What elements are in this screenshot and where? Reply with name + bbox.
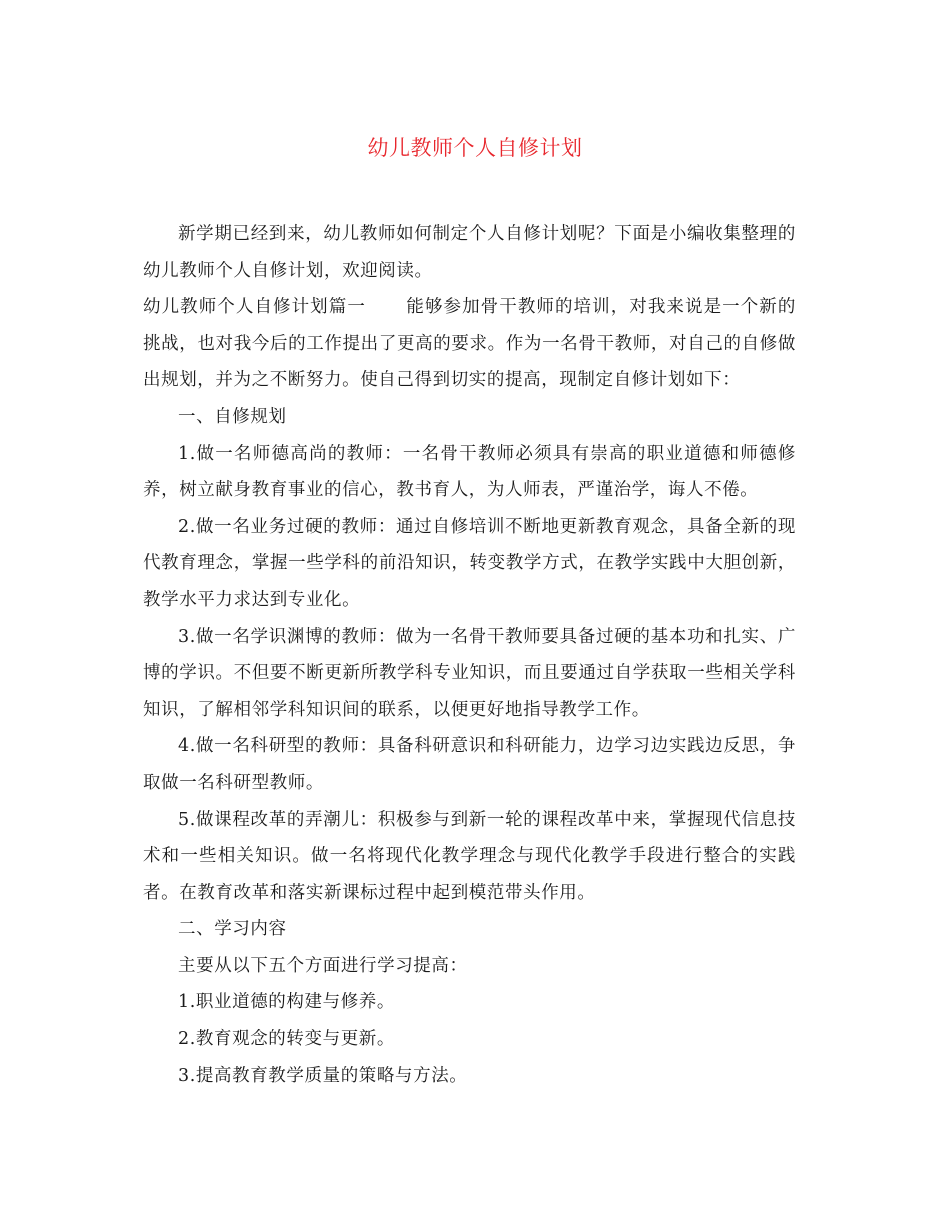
part1-title: 一、自修规划 [178, 406, 287, 427]
learning-item-2: 2.教育观念的转变与更新。 [178, 1029, 395, 1050]
part2-title: 二、学习内容 [178, 919, 287, 940]
plan-item-1: 1.做一名师德高尚的教师：一名骨干教师必须具有崇高的职业道德和师德修养，树立献身教育事业的信心，教书育人，为人师表，严谨治学，诲人不倦。 [143, 443, 796, 501]
section-paragraph [143, 289, 796, 399]
section-lead: 能够参加骨干教师的培训，对我来说是一个新的挑战，也对我今后的工作提出了更高的要求。作为一名骨干教师，对自己的自修做出规划，并为之不断努力。使自己得到切实的提高，现制定自修计划如下： [143, 297, 796, 391]
learning-item-3: 3.提高教育教学质量的策略与方法。 [178, 1065, 468, 1086]
learning-item-1: 1.职业道德的构建与修养。 [178, 992, 395, 1013]
section-heading: 幼儿教师个人自修计划篇一 [143, 297, 366, 318]
document-title: 幼儿教师个人自修计划 [367, 136, 583, 160]
document-body [143, 216, 796, 1094]
plan-item-2: 2.做一名业务过硬的教师：通过自修培训不断地更新教育观念，具备全新的现代教育理念，掌握一些学科的前沿知识，转变教学方式，在教学实践中大胆创新，教学水平力求达到专业化。 [143, 516, 796, 610]
plan-item-4: 4.做一名科研型的教师：具备科研意识和科研能力，边学习边实践边反思，争取做一名科研型教师。 [143, 736, 796, 793]
plan-item-5: 5.做课程改革的弄潮儿：积极参与到新一轮的课程改革中来，掌握现代信息技术和一些相关知识。做一名将现代化教学理念与现代化教学手段进行整合的实践者。在教育改革和落实新课标过程中起到模范带头作用。 [143, 809, 796, 903]
plan-item-3: 3.做一名学识渊博的教师：做为一名骨干教师要具备过硬的基本功和扎实、广博的学识。不但要不断更新所教学科专业知识，而且要通过自学获取一些相关学科知识，了解相邻学科知识间的联系，以便更好地指导教学工作。 [143, 626, 796, 720]
part2-lead: 主要从以下五个方面进行学习提高： [178, 955, 468, 976]
intro-paragraph: 新学期已经到来，幼儿教师如何制定个人自修计划呢？下面是小编收集整理的幼儿教师个人自修计划，欢迎阅读。 [143, 224, 796, 281]
